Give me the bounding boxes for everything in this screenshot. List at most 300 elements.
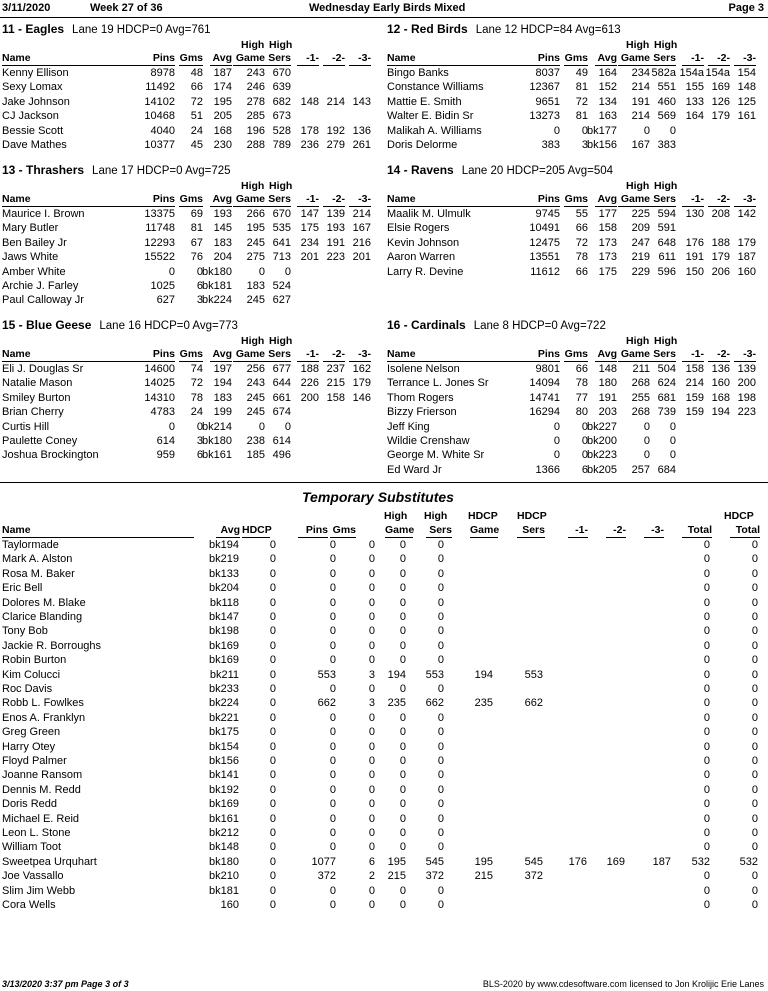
col-game3: -3-	[349, 348, 371, 362]
sub-value: 553	[425, 668, 444, 681]
sub-value: 194	[474, 668, 493, 681]
bowler-avg: 180	[598, 377, 617, 390]
sub-value: 0	[399, 899, 406, 911]
sub-value: 0	[329, 611, 336, 623]
sub-name: Tony Bob	[2, 625, 48, 638]
bowler-pins: 1366	[535, 463, 560, 476]
bowler-g1: 226	[300, 377, 319, 390]
sub-value: 0	[269, 755, 276, 767]
team-info: Lane 20 HDCP=205 Avg=504	[461, 165, 614, 177]
bowler-hs: 673	[272, 110, 291, 123]
sub-value: bk141	[209, 769, 239, 782]
sub-value: 0	[269, 567, 276, 580]
col-high-game: Game	[233, 52, 265, 66]
sub-value: 0	[368, 654, 375, 667]
bowler-pins: 16294	[529, 406, 560, 419]
sub-value: 194	[387, 668, 406, 681]
bowler-hs: 582a	[651, 67, 676, 79]
sub-value: 0	[368, 812, 375, 825]
col-gms: Gms	[179, 52, 203, 64]
bowler-hs: 528	[272, 124, 291, 137]
sub-value: 0	[437, 755, 444, 767]
sub-value: 0	[437, 798, 444, 811]
bowler-avg: bk161	[202, 449, 232, 462]
sub-value: 372	[317, 870, 336, 883]
bowler-g2: 279	[326, 139, 345, 151]
bowler-hs: 596	[657, 265, 676, 278]
sub-value: 0	[751, 654, 758, 667]
col-high-label: High	[241, 39, 265, 51]
bowler-row	[2, 293, 377, 307]
sub-value: 0	[751, 611, 758, 623]
section-divider	[0, 482, 768, 483]
sub-value: 0	[703, 625, 710, 638]
bowler-row	[2, 362, 377, 376]
sub-value: 0	[751, 711, 758, 724]
col-high-label: High	[626, 335, 650, 347]
col-gms: Gms	[564, 348, 588, 360]
bowler-hg: 245	[246, 294, 265, 307]
bowler-gms: 72	[190, 377, 203, 390]
sub-value: 3	[368, 697, 375, 710]
bowler-g3: 179	[737, 236, 756, 249]
bowler-g1: 201	[300, 251, 319, 264]
bowler-g2: 191	[326, 236, 345, 249]
bowler-avg: 197	[213, 363, 232, 375]
bowler-hg: 0	[258, 265, 265, 278]
sub-value: 0	[751, 567, 758, 580]
bowler-g3: 143	[352, 95, 371, 108]
bowler-name: Maalik M. Ulmulk	[387, 208, 471, 220]
sub-value: 0	[437, 841, 444, 854]
sub-value: bk198	[209, 625, 239, 638]
bowler-avg: 174	[213, 81, 232, 94]
bowler-hs: 670	[272, 67, 291, 79]
sub-value: 0	[329, 827, 336, 839]
sub-value: 0	[437, 769, 444, 782]
bowler-g3: 148	[737, 81, 756, 94]
bowler-g1: 148	[300, 95, 319, 108]
sub-value: 0	[399, 711, 406, 724]
bowler-hg: 246	[246, 81, 265, 94]
sub-value: 0	[399, 798, 406, 811]
bowler-hg: 245	[246, 406, 265, 419]
sub-value: 0	[751, 798, 758, 811]
col-avg: Avg	[595, 348, 617, 362]
sub-value: 0	[329, 711, 336, 724]
subs-col-hsers: Sers	[517, 524, 545, 538]
bowler-g3: 125	[737, 95, 756, 108]
team-title	[2, 318, 238, 332]
bowler-row	[387, 420, 762, 434]
sub-value: 0	[269, 611, 276, 623]
sub-row	[0, 725, 768, 739]
sub-row	[0, 898, 768, 912]
sub-value: bk181	[209, 884, 239, 897]
bowler-name: Bingo Banks	[387, 67, 449, 79]
col-game2: -2-	[708, 193, 730, 207]
bowler-name: Natalie Mason	[2, 377, 73, 390]
bowler-hg: 238	[246, 435, 265, 447]
bowler-gms: 49	[575, 67, 588, 79]
sub-name: Joanne Ransom	[2, 769, 83, 782]
col-name: Name	[387, 348, 539, 362]
sub-value: 0	[437, 596, 444, 609]
bowler-hg: 256	[246, 363, 265, 375]
col-high-game: Game	[233, 348, 265, 362]
bowler-gms: 78	[575, 251, 588, 264]
col-game1: -1-	[297, 52, 319, 66]
bowler-g1: 130	[685, 208, 704, 220]
sub-value: 0	[751, 726, 758, 739]
sub-row	[0, 768, 768, 782]
subs-header-top: HDCP	[724, 510, 754, 522]
bowler-g1: 159	[685, 406, 704, 419]
sub-value: 187	[652, 855, 671, 868]
sub-value: 160	[220, 899, 239, 911]
sub-value: 0	[399, 553, 406, 566]
sub-name: Dolores M. Blake	[2, 596, 86, 609]
sub-value: 0	[329, 582, 336, 595]
sub-value: bk161	[209, 812, 239, 825]
bowler-row	[387, 434, 762, 448]
bowler-pins: 627	[156, 294, 175, 307]
sub-value: 0	[751, 683, 758, 695]
bowler-hs: 614	[272, 435, 291, 447]
sub-value: 0	[751, 870, 758, 883]
sub-value: 0	[329, 740, 336, 753]
sub-value: 532	[691, 855, 710, 868]
sub-value: 0	[329, 884, 336, 897]
bowler-g2: 169	[711, 81, 730, 94]
bowler-g3: 216	[352, 236, 371, 249]
sub-value: 0	[329, 639, 336, 652]
bowler-pins: 13375	[144, 208, 175, 220]
bowler-g3: 200	[737, 377, 756, 390]
sub-row	[0, 653, 768, 667]
sub-value: bk169	[209, 798, 239, 811]
bowler-pins: 13551	[529, 251, 560, 264]
bowler-g2: 192	[326, 124, 345, 137]
sub-row	[0, 538, 768, 552]
sub-value: 0	[269, 596, 276, 609]
sub-value: 0	[329, 755, 336, 767]
sub-value: 0	[437, 899, 444, 911]
sub-row	[0, 711, 768, 725]
sub-row	[0, 682, 768, 696]
sub-value: bk210	[209, 870, 239, 883]
footer-printed: 3/13/2020 3:37 pm Page 3 of 3	[2, 979, 129, 989]
bowler-gms: 6	[196, 449, 203, 462]
bowler-g2: 208	[711, 208, 730, 220]
col-high-sers: Sers	[650, 193, 676, 207]
col-game1: -1-	[297, 348, 319, 362]
col-pins: Pins	[147, 193, 175, 207]
sub-value: 0	[399, 683, 406, 695]
bowler-name: Paulette Coney	[2, 435, 78, 447]
sub-name: Robb L. Fowlkes	[2, 697, 84, 710]
bowler-gms: 0	[196, 265, 203, 278]
footer-license: BLS-2020 by www.cdesoftware.com licensed to Jon Krolijic Erie Lanes	[482, 979, 764, 989]
sub-value: 0	[269, 553, 276, 566]
sub-row	[0, 855, 768, 869]
bowler-hs: 0	[284, 420, 291, 433]
bowler-row	[2, 80, 377, 94]
bowler-pins: 14741	[529, 391, 560, 404]
sub-name: Kim Colucci	[2, 668, 61, 681]
sub-value: 0	[329, 841, 336, 854]
sub-value: 0	[368, 769, 375, 782]
bowler-g1: 147	[300, 208, 319, 220]
bowler-avg: 175	[598, 265, 617, 278]
col-avg: Avg	[210, 348, 232, 362]
sub-name: Doris Redd	[2, 798, 58, 811]
report-date: 3/11/2020	[2, 2, 51, 14]
sub-value: 0	[399, 812, 406, 825]
sub-value: 0	[399, 755, 406, 767]
sub-value: 372	[524, 870, 543, 883]
col-high-label: High	[654, 39, 678, 51]
bowler-name: Sexy Lomax	[2, 81, 63, 94]
bowler-hg: 209	[631, 222, 650, 235]
bowler-hg: 245	[246, 236, 265, 249]
col-game3: -3-	[349, 52, 371, 66]
sub-value: bk169	[209, 639, 239, 652]
sub-row	[0, 783, 768, 797]
bowler-hg: 257	[631, 463, 650, 476]
col-gms: Gms	[179, 193, 203, 205]
sub-value: 0	[751, 899, 758, 911]
bowler-hg: 285	[246, 110, 265, 123]
bowler-name: Aaron Warren	[387, 251, 456, 264]
bowler-pins: 14102	[144, 95, 175, 108]
bowler-gms: 24	[190, 406, 203, 419]
sub-value: 0	[329, 769, 336, 782]
bowler-g2: 194	[711, 406, 730, 419]
sub-value: 2	[368, 870, 375, 883]
sub-name: Mark A. Alston	[2, 553, 73, 566]
sub-value: 0	[751, 841, 758, 854]
bowler-avg: 191	[598, 391, 617, 404]
sub-value: 0	[368, 596, 375, 609]
sub-value: 235	[387, 697, 406, 710]
sub-value: 0	[751, 596, 758, 609]
col-game2: -2-	[323, 348, 345, 362]
sub-value: 0	[751, 769, 758, 782]
bowler-pins: 8037	[535, 67, 560, 79]
sub-value: 0	[751, 668, 758, 681]
col-pins: Pins	[147, 52, 175, 66]
bowler-avg: 152	[598, 81, 617, 94]
bowler-row	[2, 236, 377, 250]
bowler-name: Larry R. Devine	[387, 265, 464, 278]
bowler-pins: 614	[156, 435, 175, 447]
bowler-pins: 11492	[145, 81, 175, 94]
sub-value: 545	[524, 855, 543, 868]
bowler-name: Elsie Rogers	[387, 222, 450, 235]
bowler-gms: 3	[581, 139, 588, 151]
bowler-hs: 681	[657, 391, 676, 404]
bowler-row	[2, 221, 377, 235]
sub-value: 0	[751, 740, 758, 753]
sub-name: Enos A. Franklyn	[2, 711, 86, 724]
sub-value: 0	[751, 884, 758, 897]
sub-value: 0	[399, 625, 406, 638]
col-high-label: High	[269, 335, 293, 347]
subs-col-pins: Pins	[298, 524, 328, 538]
sub-value: 0	[703, 870, 710, 883]
bowler-hs: 551	[657, 81, 676, 94]
sub-value: 0	[437, 639, 444, 652]
bowler-g2: 168	[711, 391, 730, 404]
bowler-g3: 201	[352, 251, 371, 264]
sub-value: bk212	[209, 827, 239, 839]
sub-value: 0	[269, 625, 276, 638]
sub-value: bk118	[209, 596, 239, 609]
col-game1: -1-	[297, 193, 319, 207]
bowler-gms: 0	[581, 435, 588, 447]
bowler-pins: 0	[553, 420, 560, 433]
sub-value: bk192	[209, 783, 239, 796]
bowler-g3: 161	[737, 110, 756, 123]
col-high-label: High	[269, 180, 293, 192]
bowler-g3: 146	[352, 391, 371, 404]
bowler-hg: 167	[631, 139, 650, 151]
sub-value: 0	[399, 654, 406, 667]
sub-value: 0	[703, 711, 710, 724]
bowler-hg: 255	[631, 391, 650, 404]
bowler-avg: 168	[213, 124, 232, 137]
subs-header-top: HDCP	[468, 510, 498, 522]
bowler-row	[2, 138, 377, 152]
sub-value: 0	[399, 769, 406, 782]
sub-value: 0	[368, 539, 375, 551]
col-gms: Gms	[179, 348, 203, 360]
sub-value: 0	[703, 783, 710, 796]
bowler-hs: 0	[669, 449, 676, 462]
bowler-hs: 611	[658, 251, 676, 264]
sub-value: 0	[703, 841, 710, 854]
sub-name: Rosa M. Baker	[2, 567, 75, 580]
bowler-hg: 288	[246, 139, 265, 151]
sub-name: Taylormade	[2, 539, 59, 551]
subs-col-g2: -2-	[606, 524, 626, 538]
sub-value: 0	[751, 553, 758, 566]
bowler-row	[2, 66, 377, 80]
sub-value: 0	[269, 855, 276, 868]
sub-value: 0	[399, 611, 406, 623]
bowler-row	[387, 376, 762, 390]
sub-value: 0	[269, 711, 276, 724]
bowler-row	[2, 250, 377, 264]
sub-value: 0	[703, 539, 710, 551]
sub-value: 0	[329, 783, 336, 796]
sub-value: 0	[329, 567, 336, 580]
bowler-hs: 627	[272, 294, 291, 307]
bowler-pins: 9651	[535, 95, 560, 108]
sub-value: 0	[399, 582, 406, 595]
bowler-pins: 383	[541, 139, 560, 151]
col-high-game: Game	[618, 52, 650, 66]
sub-name: Dennis M. Redd	[2, 783, 81, 796]
bowler-row	[387, 95, 762, 109]
bowler-avg: 194	[213, 377, 232, 390]
bowler-avg: bk180	[202, 435, 232, 447]
sub-value: 372	[425, 870, 444, 883]
sub-value: 215	[387, 870, 406, 883]
bowler-pins: 959	[156, 449, 175, 462]
bowler-pins: 10377	[144, 139, 175, 151]
bowler-gms: 67	[190, 236, 203, 249]
col-high-label: High	[241, 335, 265, 347]
sub-value: 545	[425, 855, 444, 868]
team-name: 15 - Blue Geese	[2, 318, 92, 332]
bowler-hs: 591	[657, 222, 676, 235]
sub-value: 0	[329, 812, 336, 825]
bowler-pins: 1025	[150, 280, 175, 292]
sub-value: 176	[568, 855, 587, 868]
bowler-name: Wildie Crenshaw	[387, 435, 470, 447]
bowler-g1: 159	[685, 391, 704, 404]
sub-value: 0	[437, 683, 444, 695]
bowler-pins: 11748	[145, 222, 175, 235]
bowler-gms: 6	[581, 463, 588, 476]
bowler-row	[387, 124, 762, 138]
bowler-gms: 3	[196, 294, 203, 307]
col-high-label: High	[626, 39, 650, 51]
bowler-hg: 185	[246, 449, 265, 462]
bowler-gms: 81	[575, 81, 588, 94]
bowler-gms: 55	[575, 208, 588, 220]
bowler-gms: 72	[190, 95, 203, 108]
sub-value: 0	[269, 668, 276, 681]
bowler-g1: 150	[685, 265, 704, 278]
bowler-g3: 139	[737, 363, 756, 375]
sub-value: 0	[399, 726, 406, 739]
sub-value: 662	[317, 697, 336, 710]
sub-value: bk180	[209, 855, 239, 868]
subs-col-hgame: Game	[470, 524, 500, 536]
bowler-hg: 196	[246, 124, 265, 137]
bowler-row	[2, 124, 377, 138]
team-name: 11 - Eagles	[2, 22, 65, 36]
bowler-gms: 0	[581, 124, 588, 137]
sub-value: 0	[703, 553, 710, 566]
sub-value: 0	[703, 683, 710, 695]
bowler-name: Mattie E. Smith	[387, 95, 462, 108]
sub-name: Roc Davis	[2, 683, 53, 695]
subs-col-g3: -3-	[644, 524, 664, 538]
bowler-hg: 214	[631, 110, 650, 123]
col-game1: -1-	[682, 193, 704, 207]
bowler-g2: 237	[326, 363, 345, 375]
bowler-gms: 51	[190, 110, 203, 123]
sub-name: Slim Jim Webb	[2, 884, 76, 897]
sub-value: bk194	[209, 539, 239, 551]
bowler-hg: 268	[631, 377, 650, 390]
col-high-label: High	[626, 180, 650, 192]
col-game2: -2-	[708, 348, 730, 362]
sub-value: 0	[399, 827, 406, 839]
sub-value: 0	[368, 553, 375, 566]
sub-value: 0	[703, 812, 710, 825]
bowler-hg: 0	[643, 420, 650, 433]
subs-header-top: HDCP	[517, 510, 547, 522]
col-game3: -3-	[734, 52, 756, 66]
bowler-name: Paul Calloway Jr	[2, 294, 84, 307]
bowler-hg: 275	[246, 251, 265, 264]
bowler-hs: 644	[272, 377, 291, 390]
